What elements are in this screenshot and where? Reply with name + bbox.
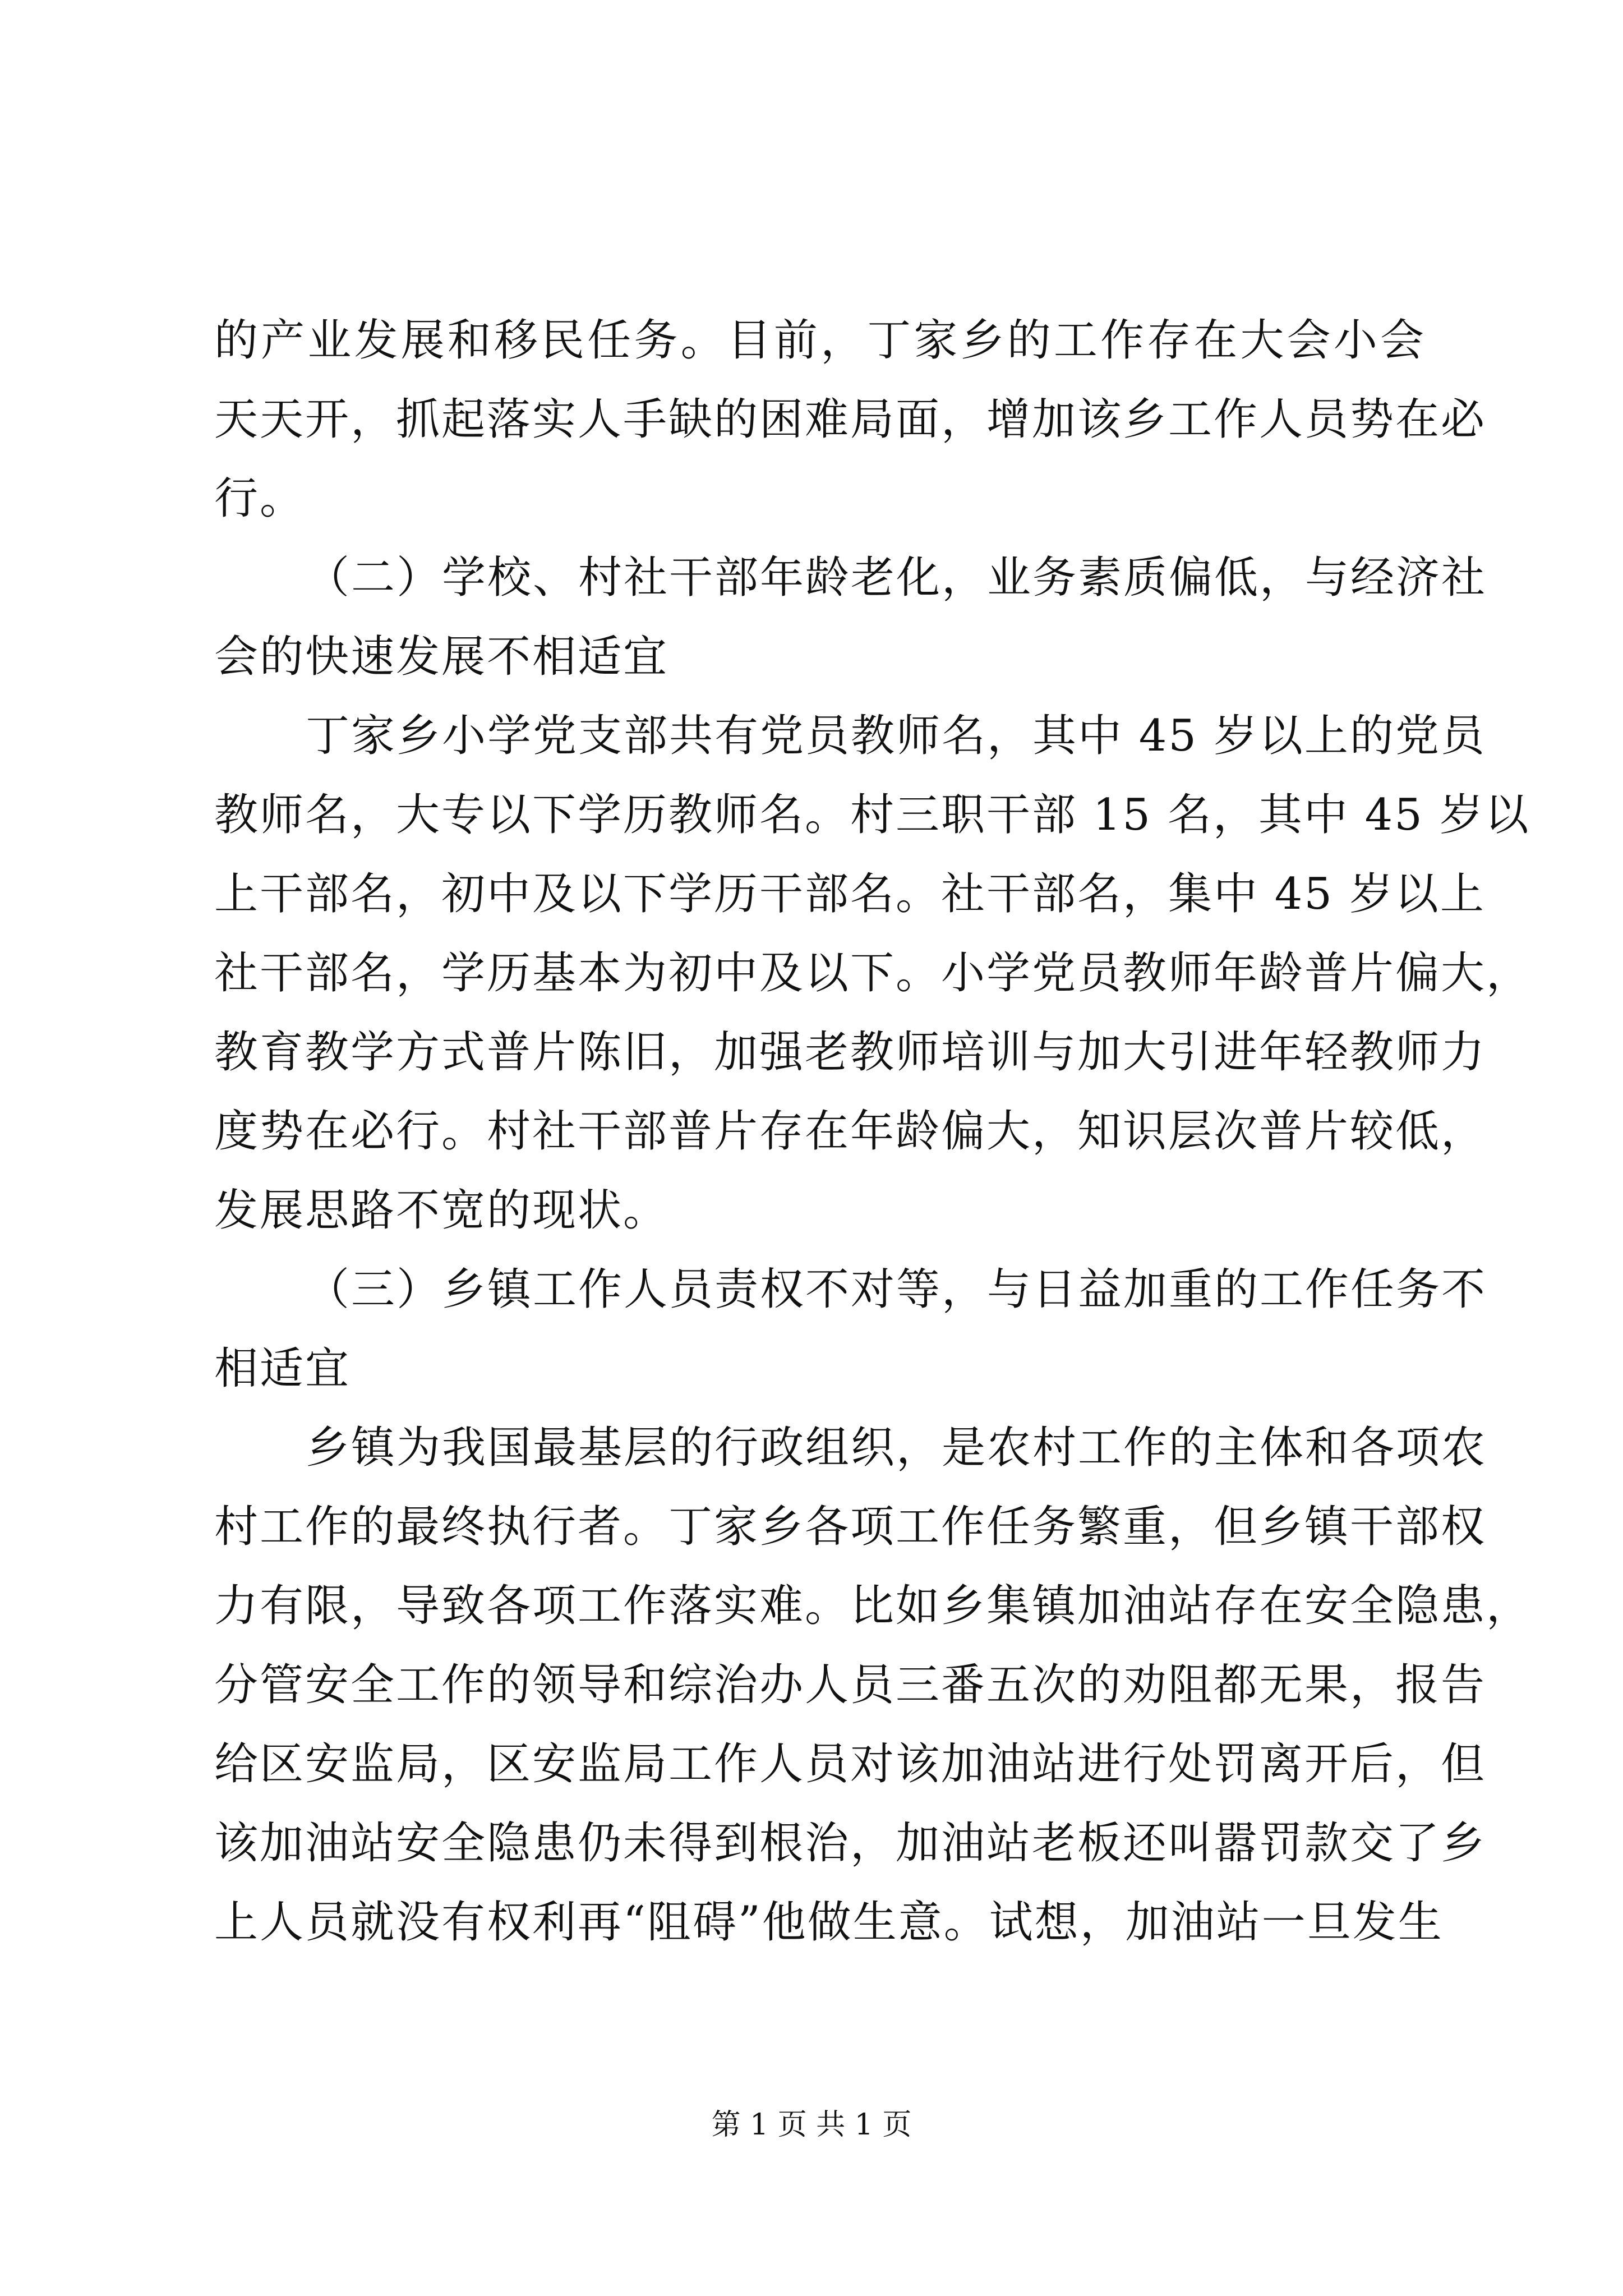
section-heading-line: （二）学校、村社干部年龄老化，业务素质偏低，与经济社 (306, 553, 1487, 603)
paragraph-line: 乡镇为我国最基层的行政组织，是农村工作的主体和各项农 (306, 1423, 1487, 1473)
paragraph-line: 度势在必行。村社干部普片存在年龄偏大，知识层次普片较低， (214, 1106, 1487, 1157)
paragraph-line: 社干部名，学历基本为初中及以下。小学党员教师年龄普片偏大， (214, 948, 1532, 999)
page-footer: 第 1 页 共 1 页 (711, 2108, 912, 2142)
paragraph-line: 发展思路不宽的现状。 (214, 1185, 669, 1236)
paragraph-line: 教育教学方式普片陈旧，加强老教师培训与加大引进年轻教师力 (214, 1027, 1487, 1078)
paragraph-line: 行。 (214, 473, 306, 524)
paragraph-line: 上干部名，初中及以下学历干部名。社干部名，集中 45 岁以上 (214, 869, 1486, 919)
paragraph-line: 的产业发展和移民任务。目前，丁家乡的工作存在大会小会 (214, 315, 1426, 366)
paragraph-line: 上人员就没有权利再“阻碍”他做生意。试想，加油站一旦发生 (214, 1897, 1444, 1948)
paragraph-line: 村工作的最终执行者。丁家乡各项工作任务繁重，但乡镇干部权 (214, 1502, 1487, 1552)
section-heading-line: （三）乡镇工作人员责权不对等，与日益加重的工作任务不 (306, 1264, 1487, 1315)
section-heading-line: 相适宜 (214, 1343, 351, 1394)
section-heading-line: 会的快速发展不相适宜 (214, 632, 669, 682)
paragraph-line: 丁家乡小学党支部共有党员教师名，其中 45 岁以上的党员 (306, 711, 1486, 761)
paragraph-line: 该加油站安全隐患仍未得到根治，加油站老板还叫嚣罚款交了乡 (214, 1818, 1487, 1869)
paragraph-line: 给区安监局，区安监局工作人员对该加油站进行处罚离开后，但 (214, 1739, 1487, 1789)
paragraph-line: 教师名，大专以下学历教师名。村三职干部 15 名，其中 45 岁以 (214, 790, 1530, 840)
paragraph-line: 分管安全工作的领导和综治办人员三番五次的劝阻都无果，报告 (214, 1660, 1487, 1710)
paragraph-line: 力有限，导致各项工作落实难。比如乡集镇加油站存在安全隐患， (214, 1581, 1532, 1631)
paragraph-line: 天天开，抓起落实人手缺的困难局面，增加该乡工作人员势在必 (214, 394, 1487, 445)
